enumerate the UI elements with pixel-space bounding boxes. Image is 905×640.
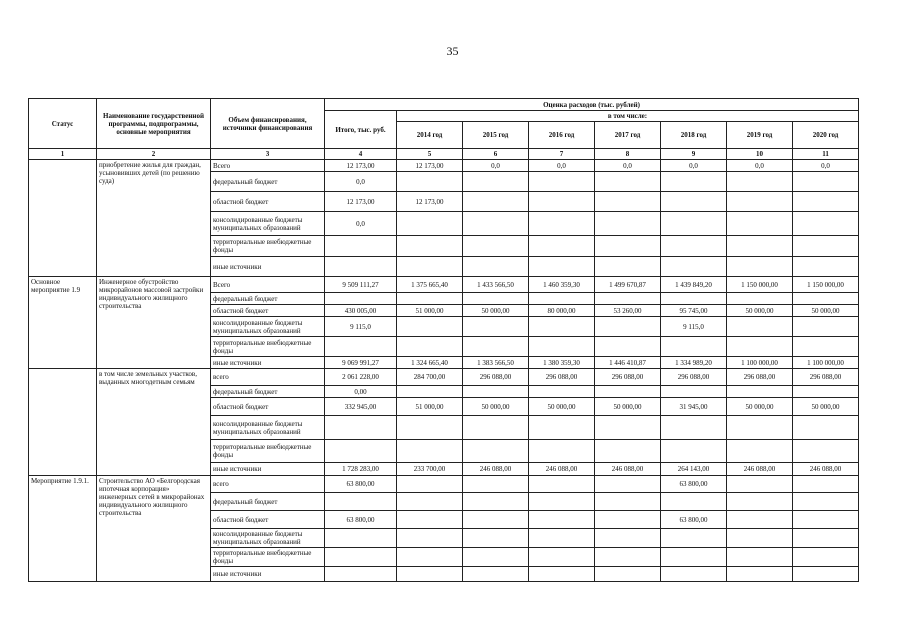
- year-value: [727, 511, 793, 529]
- row-name: Инженерное обустройство микрорайонов массовой застройки индивидуального жилищного строительства: [97, 277, 211, 369]
- year-value: [397, 337, 463, 357]
- year-value: [529, 293, 595, 305]
- year-value: [661, 192, 727, 212]
- funding-source: федеральный бюджет: [211, 493, 325, 511]
- header-year: 2020 год: [793, 122, 859, 149]
- year-value: [793, 236, 859, 257]
- header-including: в том числе:: [397, 111, 859, 122]
- year-value: [529, 236, 595, 257]
- year-value: [529, 192, 595, 212]
- year-value: [397, 416, 463, 440]
- year-value: [727, 493, 793, 511]
- total-value: [325, 236, 397, 257]
- year-value: 1 100 000,00: [727, 357, 793, 369]
- funding-source: областной бюджет: [211, 305, 325, 317]
- year-value: 0,0: [661, 160, 727, 172]
- funding-source: областной бюджет: [211, 192, 325, 212]
- total-value: 1 728 283,00: [325, 463, 397, 476]
- funding-source: территориальные внебюджетные фонды: [211, 548, 325, 567]
- funding-source: консолидированные бюджеты муниципальных образований: [211, 529, 325, 548]
- year-value: [397, 476, 463, 493]
- year-value: [793, 511, 859, 529]
- year-value: [529, 172, 595, 192]
- year-value: [661, 386, 727, 398]
- year-value: [661, 236, 727, 257]
- year-value: [661, 212, 727, 236]
- year-value: [595, 511, 661, 529]
- year-value: 53 260,00: [595, 305, 661, 317]
- header-year: 2017 год: [595, 122, 661, 149]
- budget-table: [28, 98, 859, 582]
- year-value: 0,0: [463, 160, 529, 172]
- year-value: [397, 440, 463, 463]
- year-value: [661, 567, 727, 582]
- column-number: 3: [211, 149, 325, 160]
- total-value: 63 800,00: [325, 511, 397, 529]
- year-value: 63 800,00: [661, 476, 727, 493]
- column-number: 9: [661, 149, 727, 160]
- year-value: [529, 212, 595, 236]
- year-value: 296 088,00: [727, 369, 793, 386]
- year-value: 0,0: [595, 160, 661, 172]
- funding-source: всего: [211, 369, 325, 386]
- year-value: [595, 212, 661, 236]
- year-value: [661, 293, 727, 305]
- total-value: 0,0: [325, 212, 397, 236]
- year-value: [661, 493, 727, 511]
- year-value: 0,0: [727, 160, 793, 172]
- year-value: [463, 567, 529, 582]
- funding-source: территориальные внебюджетные фонды: [211, 440, 325, 463]
- column-number: 5: [397, 149, 463, 160]
- total-value: [325, 440, 397, 463]
- year-value: 50 000,00: [793, 398, 859, 416]
- column-number: 1: [29, 149, 97, 160]
- year-value: [595, 236, 661, 257]
- column-number: 11: [793, 149, 859, 160]
- total-value: 9 509 111,27: [325, 277, 397, 293]
- year-value: 246 088,00: [793, 463, 859, 476]
- funding-source: консолидированные бюджеты муниципальных образований: [211, 317, 325, 337]
- year-value: [463, 548, 529, 567]
- total-value: 9 069 991,27: [325, 357, 397, 369]
- row-name: приобретение жилья для граждан, усыновивших детей (по решению суда): [97, 160, 211, 277]
- header-year: 2019 год: [727, 122, 793, 149]
- year-value: [793, 212, 859, 236]
- year-value: 246 088,00: [463, 463, 529, 476]
- year-value: [793, 416, 859, 440]
- year-value: [397, 212, 463, 236]
- year-value: [529, 548, 595, 567]
- row-name: в том числе земельных участков, выданных многодетным семьям: [97, 369, 211, 476]
- year-value: [397, 529, 463, 548]
- year-value: 1 324 665,40: [397, 357, 463, 369]
- table-row: [29, 369, 859, 386]
- year-value: 296 088,00: [793, 369, 859, 386]
- year-value: 296 088,00: [661, 369, 727, 386]
- funding-source: иные источники: [211, 257, 325, 277]
- year-value: [661, 257, 727, 277]
- year-value: [727, 416, 793, 440]
- total-value: [325, 567, 397, 582]
- year-value: 233 700,00: [397, 463, 463, 476]
- column-number: 7: [529, 149, 595, 160]
- total-value: [325, 257, 397, 277]
- year-value: [397, 548, 463, 567]
- year-value: [595, 192, 661, 212]
- year-value: 0,0: [529, 160, 595, 172]
- year-value: [397, 257, 463, 277]
- year-value: 63 800,00: [661, 511, 727, 529]
- year-value: 1 380 359,30: [529, 357, 595, 369]
- year-value: [463, 317, 529, 337]
- funding-source: иные источники: [211, 357, 325, 369]
- year-value: [727, 440, 793, 463]
- year-value: [397, 317, 463, 337]
- column-number: 8: [595, 149, 661, 160]
- year-value: 80 000,00: [529, 305, 595, 317]
- year-value: [793, 567, 859, 582]
- year-value: [793, 529, 859, 548]
- funding-source: федеральный бюджет: [211, 293, 325, 305]
- year-value: [397, 293, 463, 305]
- year-value: 50 000,00: [727, 305, 793, 317]
- funding-source: консолидированные бюджеты муниципальных образований: [211, 416, 325, 440]
- year-value: [727, 257, 793, 277]
- year-value: [727, 476, 793, 493]
- header-status: Статус: [29, 99, 97, 149]
- year-value: [727, 386, 793, 398]
- total-value: [325, 337, 397, 357]
- total-value: [325, 493, 397, 511]
- funding-source: иные источники: [211, 463, 325, 476]
- year-value: 50 000,00: [463, 398, 529, 416]
- year-value: 1 375 665,40: [397, 277, 463, 293]
- year-value: [793, 337, 859, 357]
- header-name: Наименование государственной программы, подпрограммы, основные мероприятия: [97, 99, 211, 149]
- year-value: [727, 192, 793, 212]
- year-value: 296 088,00: [595, 369, 661, 386]
- year-value: [463, 337, 529, 357]
- year-value: [661, 416, 727, 440]
- year-value: [595, 172, 661, 192]
- total-value: 9 115,0: [325, 317, 397, 337]
- year-value: [463, 529, 529, 548]
- year-value: [793, 548, 859, 567]
- year-value: [463, 476, 529, 493]
- column-number: 10: [727, 149, 793, 160]
- year-value: [595, 476, 661, 493]
- year-value: 51 000,00: [397, 305, 463, 317]
- year-value: [595, 493, 661, 511]
- year-value: 51 000,00: [397, 398, 463, 416]
- year-value: [661, 548, 727, 567]
- year-value: [529, 476, 595, 493]
- year-value: [595, 293, 661, 305]
- year-value: [463, 192, 529, 212]
- year-value: [727, 317, 793, 337]
- year-value: [463, 172, 529, 192]
- year-value: 1 100 000,00: [793, 357, 859, 369]
- year-value: [793, 493, 859, 511]
- year-value: [727, 337, 793, 357]
- year-value: [529, 529, 595, 548]
- row-name: Строительство АО «Белгородская ипотечная корпорация» инженерных сетей в микрорайонах индивидуального жилищного строительства: [97, 476, 211, 582]
- year-value: [529, 416, 595, 440]
- year-value: [793, 476, 859, 493]
- funding-source: консолидированные бюджеты муниципальных образований: [211, 212, 325, 236]
- funding-source: федеральный бюджет: [211, 172, 325, 192]
- table-row: [29, 277, 859, 293]
- year-value: 50 000,00: [727, 398, 793, 416]
- total-value: 63 800,00: [325, 476, 397, 493]
- year-value: 1 499 670,87: [595, 277, 661, 293]
- year-value: [529, 386, 595, 398]
- year-value: [595, 386, 661, 398]
- year-value: [529, 337, 595, 357]
- year-value: [793, 192, 859, 212]
- table-header: [29, 99, 859, 160]
- year-value: 31 945,00: [661, 398, 727, 416]
- year-value: [727, 212, 793, 236]
- year-value: [463, 257, 529, 277]
- year-value: [397, 511, 463, 529]
- year-value: 12 173,00: [397, 160, 463, 172]
- year-value: 50 000,00: [463, 305, 529, 317]
- year-value: [727, 529, 793, 548]
- year-value: [595, 529, 661, 548]
- table-row: [29, 160, 859, 172]
- year-value: [529, 257, 595, 277]
- year-value: 1 433 566,50: [463, 277, 529, 293]
- total-value: 2 061 228,00: [325, 369, 397, 386]
- funding-source: Всего: [211, 277, 325, 293]
- year-value: [529, 317, 595, 337]
- funding-source: федеральный бюджет: [211, 386, 325, 398]
- year-value: [397, 386, 463, 398]
- year-value: [727, 236, 793, 257]
- year-value: 284 700,00: [397, 369, 463, 386]
- funding-source: областной бюджет: [211, 398, 325, 416]
- year-value: 1 439 849,20: [661, 277, 727, 293]
- year-value: [463, 493, 529, 511]
- total-value: [325, 293, 397, 305]
- year-value: [727, 293, 793, 305]
- year-value: 95 745,00: [661, 305, 727, 317]
- header-year: 2018 год: [661, 122, 727, 149]
- year-value: [463, 386, 529, 398]
- header-total: Итого, тыс. руб.: [325, 111, 397, 149]
- total-value: 12 173,00: [325, 160, 397, 172]
- year-value: [793, 293, 859, 305]
- year-value: [595, 337, 661, 357]
- year-value: 50 000,00: [595, 398, 661, 416]
- year-value: [463, 293, 529, 305]
- year-value: [397, 172, 463, 192]
- year-value: [793, 257, 859, 277]
- total-value: [325, 548, 397, 567]
- year-value: 12 173,00: [397, 192, 463, 212]
- year-value: 50 000,00: [793, 305, 859, 317]
- year-value: [463, 440, 529, 463]
- header-funding: Объем финансирования, источники финансирования: [211, 99, 325, 149]
- year-value: [793, 317, 859, 337]
- header-year: 2016 год: [529, 122, 595, 149]
- year-value: [529, 440, 595, 463]
- year-value: [529, 567, 595, 582]
- year-value: [463, 236, 529, 257]
- year-value: 1 460 359,30: [529, 277, 595, 293]
- year-value: [595, 548, 661, 567]
- total-value: [325, 529, 397, 548]
- header-estimate: Оценка расходов (тыс. рублей): [325, 99, 859, 111]
- year-value: 296 088,00: [529, 369, 595, 386]
- year-value: [397, 567, 463, 582]
- row-status: [29, 369, 97, 476]
- total-value: [325, 416, 397, 440]
- funding-source: иные источники: [211, 567, 325, 582]
- year-value: 246 088,00: [529, 463, 595, 476]
- year-value: [727, 172, 793, 192]
- table-row: [29, 476, 859, 493]
- row-status: Мероприятие 1.9.1.: [29, 476, 97, 582]
- year-value: [463, 416, 529, 440]
- funding-source: Всего: [211, 160, 325, 172]
- total-value: 0,0: [325, 172, 397, 192]
- year-value: 1 334 989,20: [661, 357, 727, 369]
- total-value: 12 173,00: [325, 192, 397, 212]
- year-value: [529, 511, 595, 529]
- year-value: 264 143,00: [661, 463, 727, 476]
- year-value: 9 115,0: [661, 317, 727, 337]
- year-value: 1 446 410,87: [595, 357, 661, 369]
- year-value: 246 088,00: [727, 463, 793, 476]
- year-value: [595, 567, 661, 582]
- funding-source: областной бюджет: [211, 511, 325, 529]
- column-number: 4: [325, 149, 397, 160]
- year-value: [661, 529, 727, 548]
- year-value: 1 150 000,00: [793, 277, 859, 293]
- funding-source: всего: [211, 476, 325, 493]
- year-value: [397, 493, 463, 511]
- year-value: [595, 257, 661, 277]
- header-year: 2014 год: [397, 122, 463, 149]
- table-body: [29, 160, 859, 582]
- year-value: 246 088,00: [595, 463, 661, 476]
- year-value: [793, 172, 859, 192]
- row-status: Основное мероприятие 1.9: [29, 277, 97, 369]
- year-value: [793, 440, 859, 463]
- funding-source: территориальные внебюджетные фонды: [211, 236, 325, 257]
- year-value: [727, 567, 793, 582]
- page-number: 35: [446, 44, 459, 58]
- header-year: 2015 год: [463, 122, 529, 149]
- year-value: [529, 493, 595, 511]
- year-value: 296 088,00: [463, 369, 529, 386]
- year-value: 1 383 566,50: [463, 357, 529, 369]
- year-value: [661, 337, 727, 357]
- year-value: [463, 212, 529, 236]
- funding-source: территориальные внебюджетные фонды: [211, 337, 325, 357]
- year-value: [595, 440, 661, 463]
- year-value: [595, 317, 661, 337]
- column-number: 6: [463, 149, 529, 160]
- year-value: [595, 416, 661, 440]
- total-value: 332 945,00: [325, 398, 397, 416]
- row-status: [29, 160, 97, 277]
- year-value: [793, 386, 859, 398]
- year-value: 1 150 000,00: [727, 277, 793, 293]
- year-value: [661, 172, 727, 192]
- year-value: [727, 548, 793, 567]
- column-number: 2: [97, 149, 211, 160]
- total-value: 0,00: [325, 386, 397, 398]
- year-value: [463, 511, 529, 529]
- year-value: [397, 236, 463, 257]
- year-value: 0,0: [793, 160, 859, 172]
- year-value: [661, 440, 727, 463]
- total-value: 430 005,00: [325, 305, 397, 317]
- year-value: 50 000,00: [529, 398, 595, 416]
